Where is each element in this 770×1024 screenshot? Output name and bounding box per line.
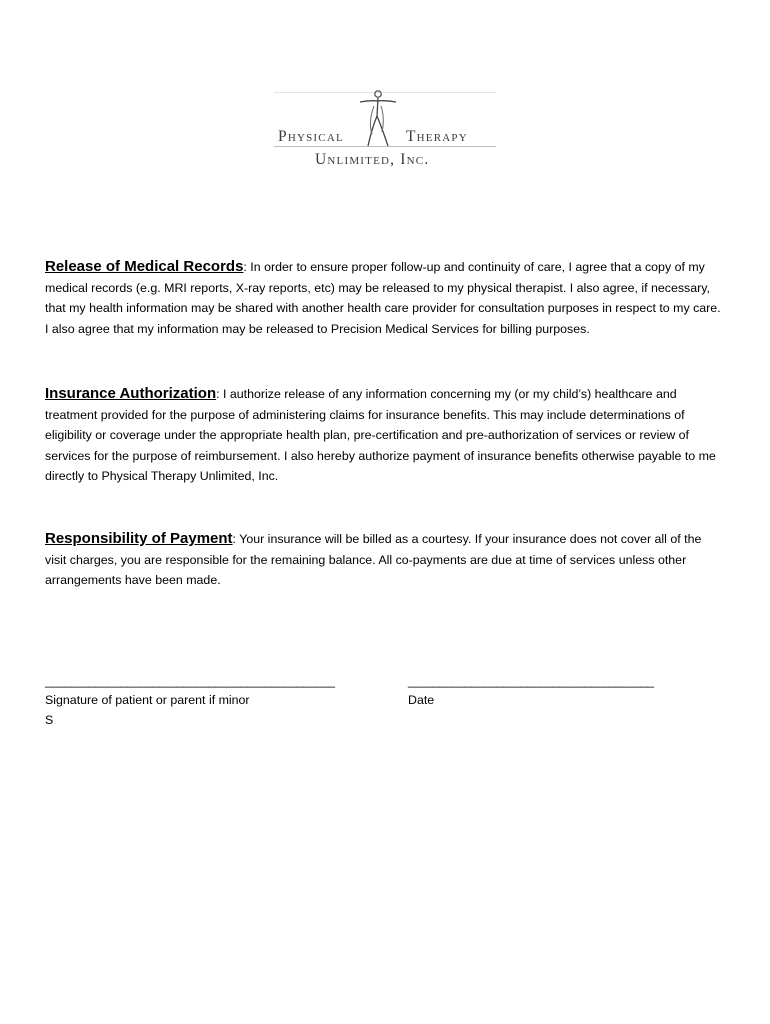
payment-responsibility-heading: Responsibility of Payment bbox=[45, 530, 233, 547]
signature-label: Signature of patient or parent if minor bbox=[45, 693, 250, 707]
date-label: Date bbox=[408, 693, 435, 707]
company-logo bbox=[270, 88, 500, 178]
release-records-text: : In order to ensure proper follow-up and continuity of care, I agree that a copy of my medical records (e.g. MRI reports, X-ray reports, etc) may be released to my physical therapist. I also agree, if necessary, that my health information may be shared with another health care provider for consultation purposes in respect to my care. I also agree that my information may be released to Precision Medical Services for billing purposes. bbox=[45, 260, 721, 336]
signature-line[interactable]: ______________________________________________ bbox=[45, 674, 335, 688]
logo-word-physical: Physical bbox=[278, 128, 344, 145]
insurance-authorization-text: : I authorize release of any information concerning my (or my child’s) healthcare and treatment provided for the purpose of administering claims for insurance benefits. This may include determinations of eligibility or coverage under the appropriate health plan, pre-certification and pre-authorization of services or review of services for the purpose of reimbursement. I also hereby authorize payment of insurance benefits otherwise payable to me directly to Physical Therapy Unlimited, Inc. bbox=[45, 387, 716, 483]
human-figure-icon bbox=[358, 88, 398, 150]
logo-word-unlimited: Unlimited, Inc. bbox=[315, 151, 430, 168]
logo-divider bbox=[274, 146, 496, 147]
insurance-authorization-paragraph bbox=[45, 384, 725, 487]
payment-responsibility-text: : Your insurance will be billed as a courtesy. If your insurance does not cover all of the visit charges, you are responsible for the remaining balance. All co-payments are due at time of services unless other arrangements have been made. bbox=[45, 532, 702, 587]
date-line[interactable]: _______________________________________ bbox=[408, 674, 654, 688]
payment-responsibility-paragraph bbox=[45, 529, 725, 591]
release-records-paragraph bbox=[45, 257, 725, 339]
insurance-authorization-heading: Insurance Authorization bbox=[45, 385, 217, 402]
stray-character: S bbox=[45, 713, 54, 727]
release-records-heading: Release of Medical Records bbox=[45, 258, 244, 275]
logo-word-therapy: Therapy bbox=[406, 128, 468, 145]
